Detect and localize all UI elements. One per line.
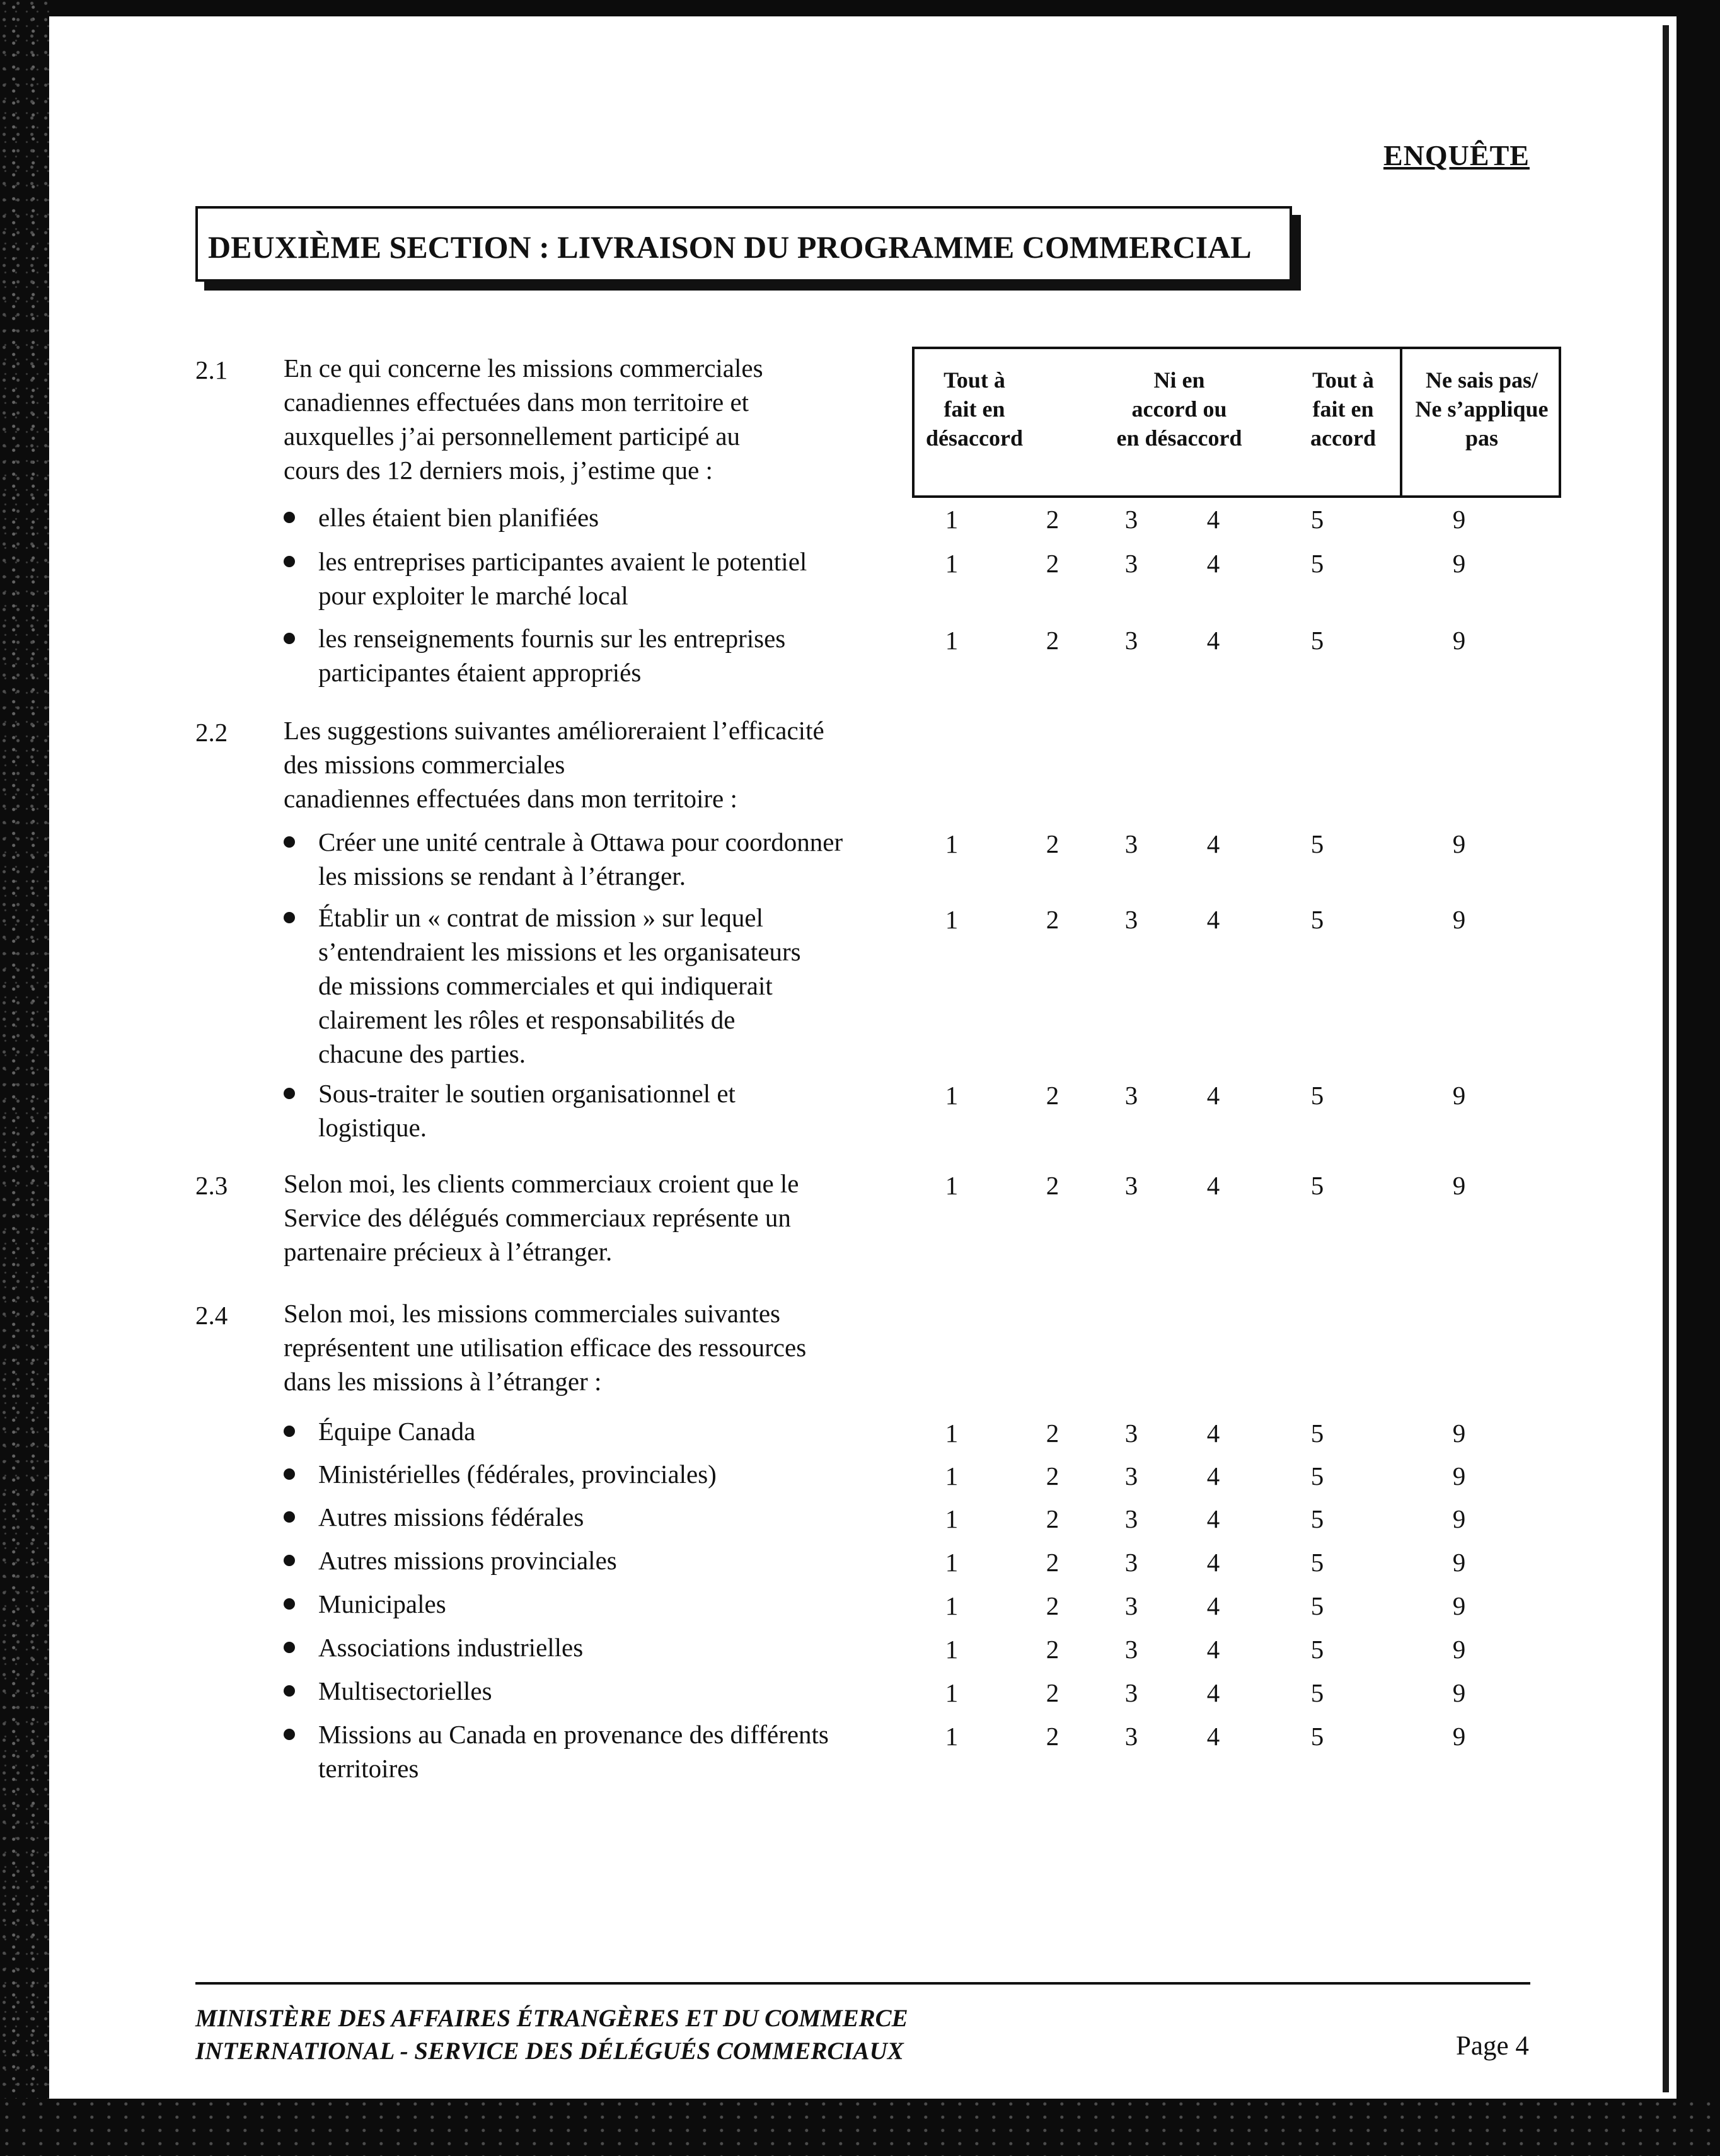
list-item-text: chacune des parties. [318,1039,526,1068]
list-item-text: pour exploiter le marché local [318,581,628,610]
list-item [318,1674,492,1708]
rating-9: 9 [1452,1081,1466,1110]
rating-2: 2 [1046,1635,1059,1664]
question-text-line: des missions commerciales [284,750,565,779]
scale-header [912,347,1561,498]
question-number: 2.4 [195,1301,228,1330]
footer-organization: MINISTÈRE DES AFFAIRES ÉTRANGÈRES ET DU COMMERCE INTERNATIONAL - SERVICE DES DÉLÉGUÉS COMMERCIAUX [195,2005,908,2065]
rating-9: 9 [1452,1678,1466,1707]
rating-5: 5 [1310,1548,1324,1577]
list-item-text: Ministérielles (fédérales, provinciales) [318,1460,717,1489]
list-item [318,1076,736,1144]
question-text-line: canadiennes effectuées dans mon territoire : [284,784,737,813]
rating-9: 9 [1452,1504,1466,1533]
rating-1: 1 [945,1171,959,1200]
scale-label-neutral: Ni en accord ou en désaccord [1116,367,1242,451]
rating-9: 9 [1452,1722,1466,1751]
list-item [318,1414,475,1448]
rating-2: 2 [1046,505,1059,534]
rating-4: 4 [1206,1461,1220,1490]
rating-3: 3 [1124,1591,1138,1620]
page-number: Page 4 [1456,2031,1529,2061]
list-item [318,825,843,893]
rating-3: 3 [1124,1548,1138,1577]
list-item-text: participantes étaient appropriés [318,658,642,687]
rating-3: 3 [1124,505,1138,534]
rating-5: 5 [1310,1461,1324,1490]
list-item-text: Municipales [318,1589,446,1618]
rating-4: 4 [1206,905,1220,934]
list-item [318,1543,617,1577]
rating-1: 1 [945,1419,959,1448]
rating-2: 2 [1046,829,1059,858]
rating-1: 1 [945,626,959,655]
question-text-line: Selon moi, les clients commerciaux croient que le [284,1169,799,1198]
rating-4: 4 [1206,505,1220,534]
rating-1: 1 [945,1722,959,1751]
list-item [318,1457,717,1491]
list-item-text: Missions au Canada en provenance des différents [318,1720,829,1749]
rating-9: 9 [1452,1461,1466,1490]
list-item [318,621,785,689]
question-text-line: représentent une utilisation efficace des ressources [284,1333,807,1362]
list-item-text: Autres missions fédérales [318,1502,584,1531]
scale-label-agree: Tout à fait en accord [1310,367,1376,451]
question-text-line: En ce qui concerne les missions commerciales [284,354,763,383]
list-item [318,1587,446,1621]
rating-1: 1 [945,505,959,534]
rating-1: 1 [945,1461,959,1490]
rating-9: 9 [1452,505,1466,534]
rating-4: 4 [1206,1722,1220,1751]
survey-tag: ENQUÊTE [1383,139,1530,171]
list-item [318,500,599,534]
rating-3: 3 [1124,1461,1138,1490]
question-text-line: auxquelles j’ai personnellement participé au [284,422,741,451]
rating-4: 4 [1206,1591,1220,1620]
rating-5: 5 [1310,1678,1324,1707]
rating-3: 3 [1124,1419,1138,1448]
rating-2: 2 [1046,549,1059,578]
rating-9: 9 [1452,829,1466,858]
rating-9: 9 [1452,1419,1466,1448]
rating-5: 5 [1310,1419,1324,1448]
list-item-text: de missions commerciales et qui indiquerait [318,971,773,1000]
rating-1: 1 [945,1504,959,1533]
scan-border-left [0,0,49,2156]
question-text-line: cours des 12 derniers mois, j’estime que : [284,456,713,485]
list-item-text: s’entendraient les missions et les organisateurs [318,937,801,966]
list-item-text: Créer une unité centrale à Ottawa pour coordonner [318,827,843,856]
rating-2: 2 [1046,1171,1059,1200]
rating-3: 3 [1124,1081,1138,1110]
rating-2: 2 [1046,1722,1059,1751]
rating-4: 4 [1206,1081,1220,1110]
rating-1: 1 [945,1591,959,1620]
rating-9: 9 [1452,626,1466,655]
rating-5: 5 [1310,1504,1324,1533]
section-title-box [195,206,1292,282]
rating-2: 2 [1046,1461,1059,1490]
rating-1: 1 [945,549,959,578]
rating-2: 2 [1046,626,1059,655]
question-text-line: Service des délégués commerciaux représente un [284,1203,791,1232]
rating-1: 1 [945,1678,959,1707]
rating-1: 1 [945,829,959,858]
rating-4: 4 [1206,1504,1220,1533]
scan-border-bottom [0,2099,1720,2156]
rating-3: 3 [1124,1171,1138,1200]
question-text-line: partenaire précieux à l’étranger. [284,1237,613,1266]
question-text-line: dans les missions à l’étranger : [284,1367,602,1396]
rating-4: 4 [1206,1548,1220,1577]
rating-9: 9 [1452,1591,1466,1620]
question-number: 2.2 [195,718,228,747]
question-text-line: Les suggestions suivantes amélioreraient l’efficacité [284,716,824,745]
rating-5: 5 [1310,505,1324,534]
rating-4: 4 [1206,1171,1220,1200]
rating-3: 3 [1124,905,1138,934]
list-item [318,1630,583,1664]
list-item-text: les entreprises participantes avaient le potentiel [318,547,807,576]
rating-5: 5 [1310,1722,1324,1751]
list-item [318,545,807,613]
scan-border-right [1677,0,1720,2156]
rating-9: 9 [1452,1635,1466,1664]
list-item-text: logistique. [318,1113,427,1142]
list-item-text: Multisectorielles [318,1676,492,1705]
rating-2: 2 [1046,1591,1059,1620]
list-item-text: Autres missions provinciales [318,1546,617,1575]
list-item-text: les renseignements fournis sur les entreprises [318,624,786,653]
rating-1: 1 [945,905,959,934]
rating-4: 4 [1206,1635,1220,1664]
rating-5: 5 [1310,905,1324,934]
rating-1: 1 [945,1081,959,1110]
rating-5: 5 [1310,1635,1324,1664]
list-item-text: clairement les rôles et responsabilités de [318,1005,736,1034]
scan-border-top [0,0,1720,16]
rating-3: 3 [1124,1722,1138,1751]
list-item [318,1500,584,1534]
scale-label-dont-know: Ne sais pas/ Ne s’applique pas [1415,367,1549,451]
rating-2: 2 [1046,1548,1059,1577]
rating-9: 9 [1452,1548,1466,1577]
list-item-text: les missions se rendant à l’étranger. [318,862,686,891]
rating-5: 5 [1310,1591,1324,1620]
rating-2: 2 [1046,1504,1059,1533]
rating-3: 3 [1124,829,1138,858]
question-text-line: Selon moi, les missions commerciales suivantes [284,1299,781,1328]
question-number: 2.1 [195,355,228,384]
rating-4: 4 [1206,549,1220,578]
rating-4: 4 [1206,1419,1220,1448]
list-item-text: Équipe Canada [318,1417,476,1446]
footer-rule [195,1982,1530,1985]
rating-5: 5 [1310,1171,1324,1200]
rating-2: 2 [1046,905,1059,934]
list-item-text: Établir un « contrat de mission » sur lequel [318,903,763,932]
rating-5: 5 [1310,829,1324,858]
list-item-text: Sous-traiter le soutien organisationnel et [318,1079,736,1108]
rating-3: 3 [1124,1678,1138,1707]
list-item [318,1717,829,1785]
rating-4: 4 [1206,626,1220,655]
rating-5: 5 [1310,1081,1324,1110]
rating-2: 2 [1046,1081,1059,1110]
rating-3: 3 [1124,626,1138,655]
rating-3: 3 [1124,1635,1138,1664]
rating-3: 3 [1124,549,1138,578]
rating-9: 9 [1452,1171,1466,1200]
rating-9: 9 [1452,905,1466,934]
rating-4: 4 [1206,829,1220,858]
rating-1: 1 [945,1548,959,1577]
rating-5: 5 [1310,549,1324,578]
rating-2: 2 [1046,1419,1059,1448]
rating-2: 2 [1046,1678,1059,1707]
scale-label-disagree: Tout à fait en désaccord [926,367,1023,451]
rating-4: 4 [1206,1678,1220,1707]
question-text-line: canadiennes effectuées dans mon territoire et [284,388,749,417]
rating-9: 9 [1452,549,1466,578]
rating-1: 1 [945,1635,959,1664]
question-number: 2.3 [195,1171,228,1200]
section-title: DEUXIÈME SECTION : LIVRAISON DU PROGRAMME COMMERCIAL [208,229,1252,265]
list-item-text: territoires [318,1754,419,1783]
rating-5: 5 [1310,626,1324,655]
list-item-text: elles étaient bien planifiées [318,503,599,532]
list-item [318,901,801,1071]
rating-3: 3 [1124,1504,1138,1533]
page-edge-rule [1663,25,1669,2092]
list-item-text: Associations industrielles [318,1633,584,1662]
